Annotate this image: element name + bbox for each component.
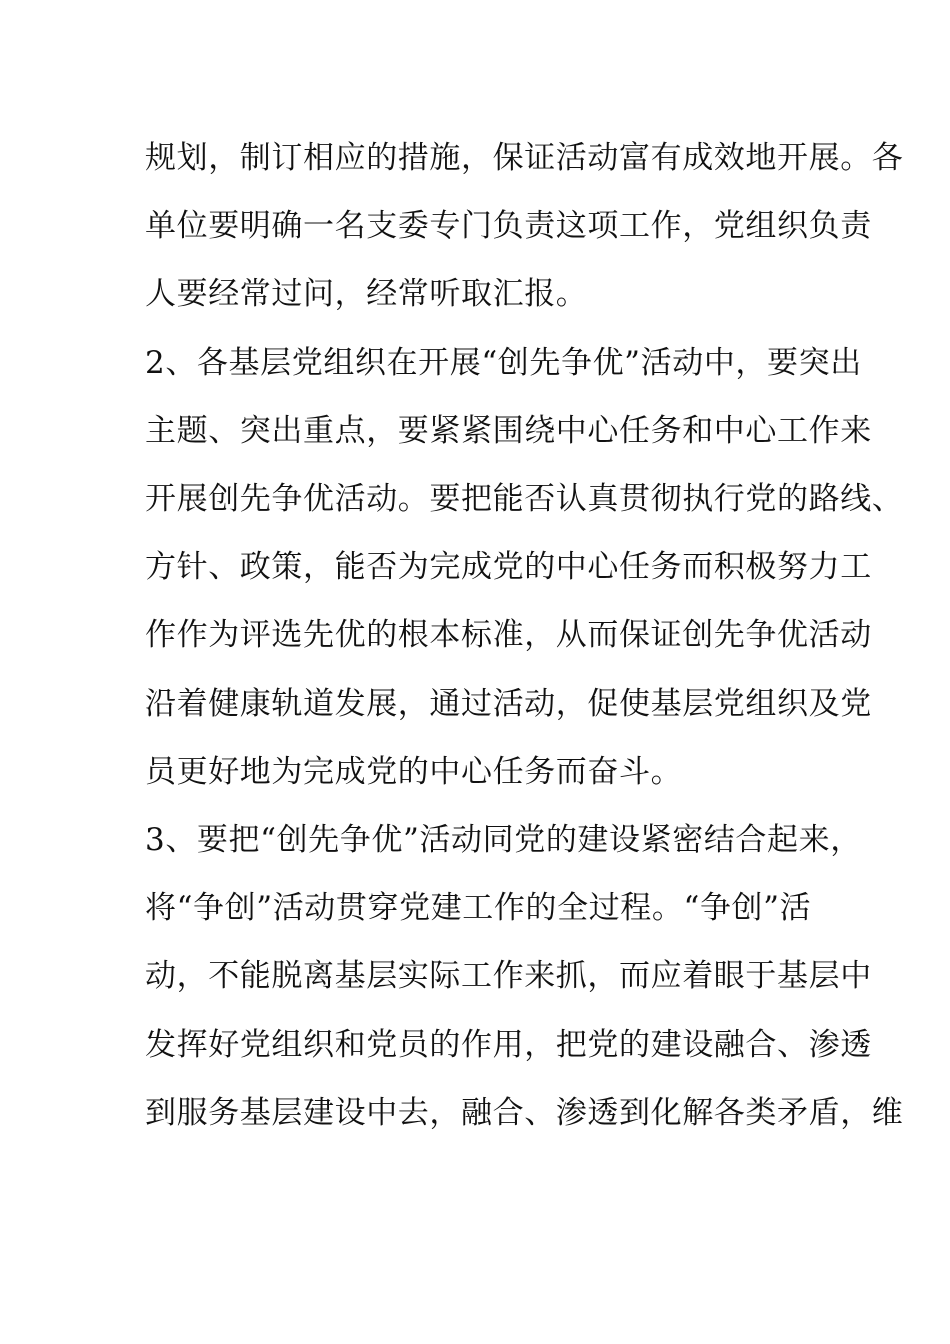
text-line: 开展创先争优活动。要把能否认真贯彻执行党的路线、 [145, 481, 904, 518]
text-line: 3、要把“创先争优”活动同党的建设紧密结合起来， [145, 822, 862, 859]
text-line: 人要经常过问，经常听取汇报。 [145, 276, 588, 313]
text-line: 规划，制订相应的措施，保证活动富有成效地开展。各 [145, 140, 904, 176]
text-line: 沿着健康轨道发展，通过活动，促使基层党组织及党 [145, 685, 872, 722]
text-line: 方针、政策，能否为完成党的中心任务而积极努力工 [145, 549, 872, 586]
text-line: 将“争创”活动贯穿党建工作的全过程。“争创”活 [145, 890, 812, 927]
text-line: 主题、突出重点，要紧紧围绕中心任务和中心工作来 [145, 412, 872, 449]
text-line: 到服务基层建设中去，融合、渗透到化解各类矛盾，维 [145, 1094, 904, 1131]
text-line: 2、各基层党组织在开展“创先争优”活动中，要突出 [145, 344, 862, 381]
text-line: 单位要明确一名支委专门负责这项工作，党组织负责 [145, 208, 872, 245]
body-text [145, 124, 904, 1147]
text-line: 员更好地为完成党的中心任务而奋斗。 [145, 753, 683, 790]
text-line: 作作为评选先优的根本标准，从而保证创先争优活动 [145, 617, 872, 654]
text-line: 发挥好党组织和党员的作用，把党的建设融合、渗透 [145, 1026, 872, 1063]
text-line: 动，不能脱离基层实际工作来抓，而应着眼于基层中 [145, 958, 872, 995]
